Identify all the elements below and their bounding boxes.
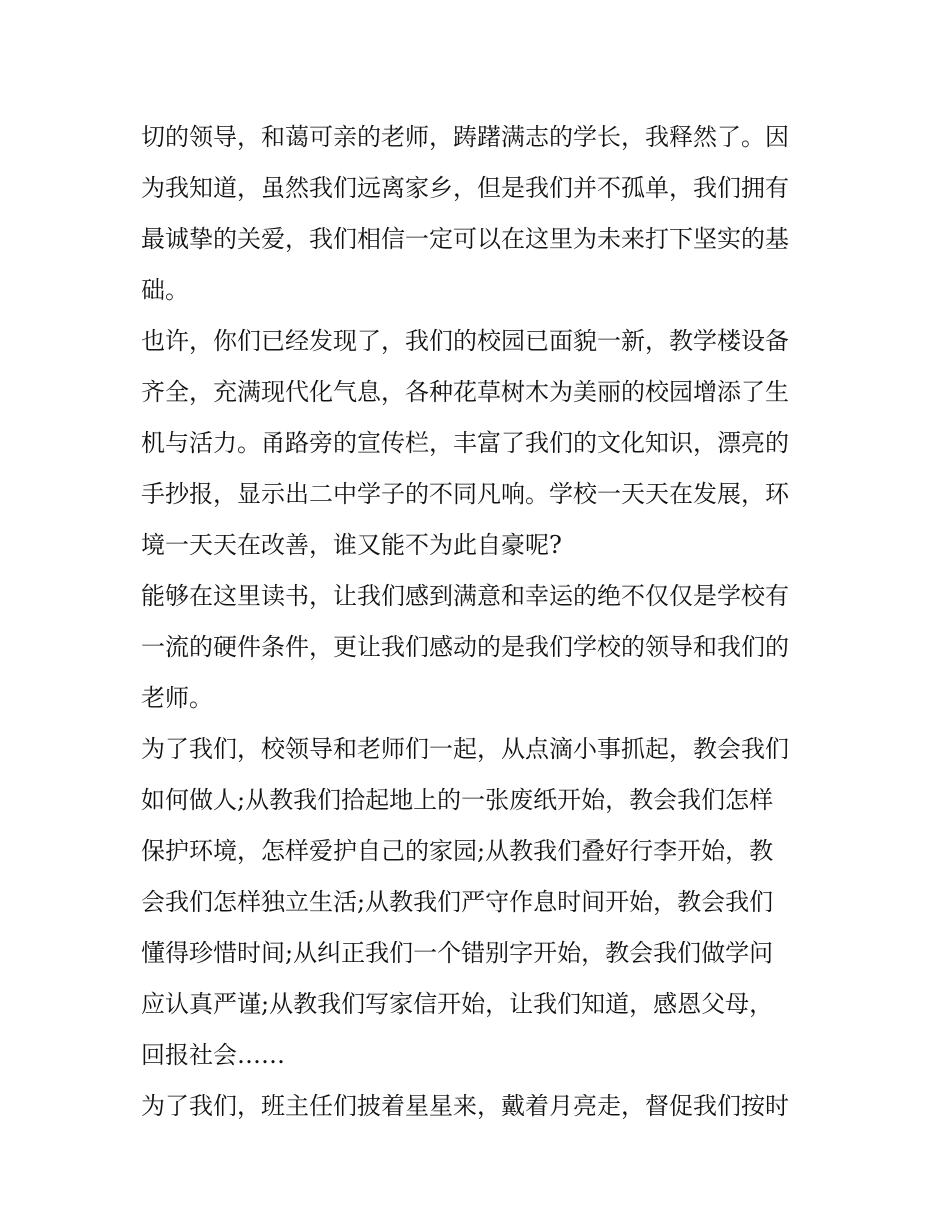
text-line: 保护环境，怎样爱护自己的家园;从教我们叠好行李开始，教 <box>141 837 774 865</box>
text-line: 回报社会…… <box>141 1041 285 1069</box>
text-line: 老师。 <box>141 684 213 712</box>
text-line: 一流的硬件条件，更让我们感动的是我们学校的领导和我们的 <box>141 633 789 661</box>
text-line: 切的领导，和蔼可亲的老师，踌躇满志的学长，我释然了。因 <box>141 123 789 151</box>
text-line: 境一天天在改善，谁又能不为此自豪呢? <box>141 531 562 559</box>
text-line: 齐全，充满现代化气息，各种花草树木为美丽的校园增添了生 <box>141 378 789 406</box>
text-line: 手抄报，显示出二中学子的不同凡响。学校一天天在发展，环 <box>141 480 789 508</box>
text-line: 础。 <box>141 276 189 304</box>
text-line: 应认真严谨;从教我们写家信开始，让我们知道，感恩父母， <box>141 990 774 1018</box>
text-line: 机与活力。甬路旁的宣传栏，丰富了我们的文化知识，漂亮的 <box>141 429 789 457</box>
text-line: 为了我们，校领导和老师们一起，从点滴小事抓起，教会我们 <box>141 735 789 763</box>
text-line: 会我们怎样独立生活;从教我们严守作息时间开始，教会我们 <box>141 888 774 916</box>
text-line: 为了我们，班主任们披着星星来，戴着月亮走，督促我们按时 <box>141 1092 789 1120</box>
text-line: 最诚挚的关爱，我们相信一定可以在这里为未来打下坚实的基 <box>141 225 789 253</box>
text-line: 也许，你们已经发现了，我们的校园已面貌一新，教学楼设备 <box>141 327 789 355</box>
text-line: 能够在这里读书，让我们感到满意和幸运的绝不仅仅是学校有 <box>141 582 789 610</box>
body-text <box>141 112 821 1132</box>
text-line: 为我知道，虽然我们远离家乡，但是我们并不孤单，我们拥有 <box>141 174 789 202</box>
text-line: 如何做人;从教我们拾起地上的一张废纸开始，教会我们怎样 <box>141 786 774 814</box>
text-line: 懂得珍惜时间;从纠正我们一个错别字开始，教会我们做学问 <box>141 939 774 967</box>
